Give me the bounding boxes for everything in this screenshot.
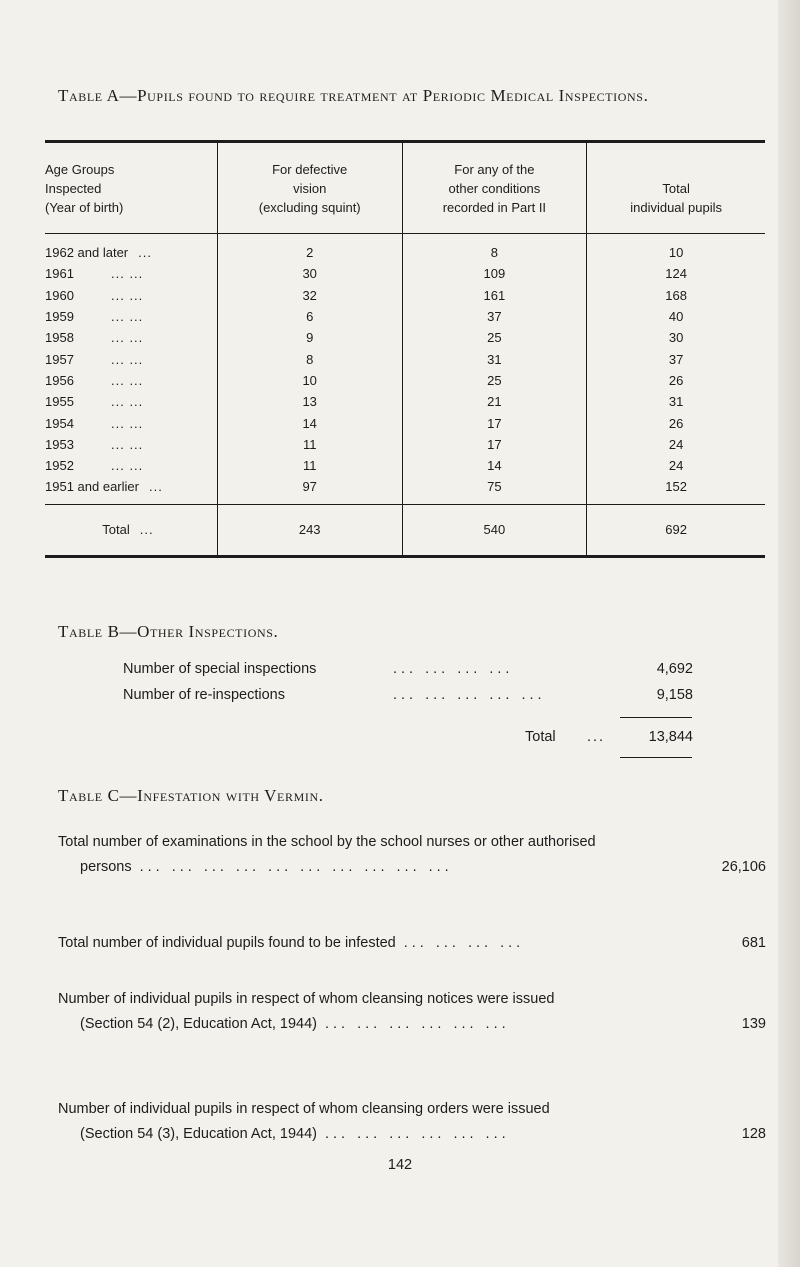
other-cell: 161 (402, 285, 587, 306)
other-cell: 17 (402, 434, 587, 455)
other-cell: 17 (402, 412, 587, 433)
vision-cell: 13 (217, 391, 402, 412)
row-label: 1956 (45, 372, 74, 388)
vision-cell: 2 (217, 234, 402, 264)
total-label: Total (102, 522, 130, 538)
table-a-title: Table A—Pupils found to require treatment at Periodic Medical Inspections. (58, 86, 649, 105)
total-cell: 152 (587, 476, 765, 504)
row-label: 1957 (45, 351, 74, 367)
sum-rule (620, 717, 692, 718)
table-c-title: Table C—Infestation with Vermin. (58, 786, 324, 805)
infested-item: Total number of individual pupils found to be infested ... ... ... ... 681 (58, 931, 766, 956)
table-row: 1957 ... ... 8 31 37 (45, 348, 765, 369)
total-pupils-cell: 692 (587, 504, 765, 556)
cleansing-orders-item: Number of individual pupils in respect of whom cleansing orders were issued (Section 54 (3), Education Act, 1944) ... ... ... ... ... ... 128 (58, 1097, 766, 1147)
header-total-pupils: Total individual pupils (587, 142, 765, 234)
table-total-row: Total ... 243 540 692 (45, 504, 765, 556)
vision-cell: 14 (217, 412, 402, 433)
table-row: 1959 ... ... 6 37 40 (45, 306, 765, 327)
row-label: 1960 (45, 287, 74, 303)
vision-cell: 6 (217, 306, 402, 327)
special-inspections-value: 4,692 (656, 661, 693, 677)
other-cell: 31 (402, 348, 587, 369)
vision-cell: 32 (217, 285, 402, 306)
total-cell: 24 (587, 434, 765, 455)
other-cell: 109 (402, 263, 587, 284)
table-row: 1955 ... ... 13 21 31 (45, 391, 765, 412)
row-label: 1953 (45, 436, 74, 452)
examinations-value: 26,106 (721, 859, 766, 875)
page-number: 142 (387, 1157, 413, 1173)
cleansing-notices-item: Number of individual pupils in respect of whom cleansing notices were issued (Section 54 (2), Education Act, 1944) ... ... ... ... ... ... 139 (58, 987, 766, 1037)
infested-value: 681 (741, 935, 766, 951)
table-b-total-value: 13,844 (648, 729, 693, 745)
cleansing-notices-value: 139 (741, 1016, 766, 1032)
row-label: 1954 (45, 415, 74, 431)
other-cell: 75 (402, 476, 587, 504)
vision-cell: 8 (217, 348, 402, 369)
other-cell: 21 (402, 391, 587, 412)
cleansing-orders-value: 128 (741, 1126, 766, 1142)
vision-cell: 30 (217, 263, 402, 284)
table-row: 1952 ... ... 11 14 24 (45, 455, 765, 476)
total-cell: 30 (587, 327, 765, 348)
vision-cell: 97 (217, 476, 402, 504)
table-row: 1954 ... ... 14 17 26 (45, 412, 765, 433)
other-cell: 25 (402, 370, 587, 391)
vision-cell: 10 (217, 370, 402, 391)
table-a (45, 140, 765, 558)
vision-cell: 11 (217, 455, 402, 476)
total-cell: 168 (587, 285, 765, 306)
table-row: 1958 ... ... 9 25 30 (45, 327, 765, 348)
total-cell: 26 (587, 412, 765, 433)
row-label: 1962 and later (45, 245, 129, 261)
vision-cell: 11 (217, 434, 402, 455)
row-label: 1961 (45, 266, 74, 282)
total-rule (620, 757, 692, 758)
other-cell: 37 (402, 306, 587, 327)
table-row: 1953 ... ... 11 17 24 (45, 434, 765, 455)
table-row: 1960 ... ... 32 161 168 (45, 285, 765, 306)
table-b-title: Table B—Other Inspections. (58, 622, 279, 641)
row-label: 1955 (45, 394, 74, 410)
total-cell: 40 (587, 306, 765, 327)
examinations-item: Total number of examinations in the school by the school nurses or other authorised persons ... ... ... ... ... ... ... ... ... ... 26,106 (58, 830, 766, 880)
total-cell: 26 (587, 370, 765, 391)
other-cell: 14 (402, 455, 587, 476)
other-cell: 8 (402, 234, 587, 264)
header-other-conditions: For any of the other conditions recorded in Part II (402, 142, 587, 234)
re-inspections-value: 9,158 (656, 687, 693, 703)
total-cell: 124 (587, 263, 765, 284)
header-age-groups: Age Groups Inspected (Year of birth) (45, 142, 217, 234)
table-row: 1956 ... ... 10 25 26 (45, 370, 765, 391)
page-edge-shadow (778, 0, 800, 1267)
total-cell: 31 (587, 391, 765, 412)
total-other-cell: 540 (402, 504, 587, 556)
table-row: 1962 and later ... 2 8 10 (45, 234, 765, 264)
total-cell: 24 (587, 455, 765, 476)
total-vision-cell: 243 (217, 504, 402, 556)
document-page: Table A—Pupils found to require treatment at Periodic Medical Inspections. Age Groups Inspected (Year of birth) For defective vision (excluding squint) For any of the other conditions recorded in Part II Total individual pupils 1962 and later ... 2 8 10 1961 ... ... 30 109 124 1960 ... ... 32 161 168 1959 ... ... 6 37 40 1958 ... ... 9 25 30 1957 ... ... 8 31 37 1956 ... ... 10 25 26 1955 ... ... 13 21 31 1954 ... ... 14 17 26 1953 ... ... 11 17 24 1952 ... ... 11 14 24 1951 and earlier ... 97 75 152 Total ... 243 540 692 Table B—Other Inspections. Number of special inspections ... ... ... ... 4,692 Number of re-inspections ... ... ... ... ... 9,158 Total ... 13,844 Table C—Infestation with Vermin. Total number of examinations in the school by the school nurses or other authorised persons ... ... ... ... ... ... ... ... ... ... 26,106 Total number of individual pupils found to be infested ... ... ... ... 681 Number of individual pupils in respect of whom cleansing notices were issued (Section 54 (2), Education Act, 1944) ... ... ... ... ... ... 139 Number of individual pupils in respect of whom cleansing orders were issued (Section 54 (3), Education Act, 1944) ... ... ... ... ... ... 128 142 (0, 0, 800, 1267)
row-label: 1959 (45, 309, 74, 325)
table-row: 1951 and earlier ... 97 75 152 (45, 476, 765, 504)
total-cell: 10 (587, 234, 765, 264)
header-defective-vision: For defective vision (excluding squint) (217, 142, 402, 234)
row-label: 1952 (45, 458, 74, 474)
table-row: 1961 ... ... 30 109 124 (45, 263, 765, 284)
total-cell: 37 (587, 348, 765, 369)
row-label: 1958 (45, 330, 74, 346)
row-label: 1951 and earlier (45, 479, 139, 495)
other-cell: 25 (402, 327, 587, 348)
vision-cell: 9 (217, 327, 402, 348)
